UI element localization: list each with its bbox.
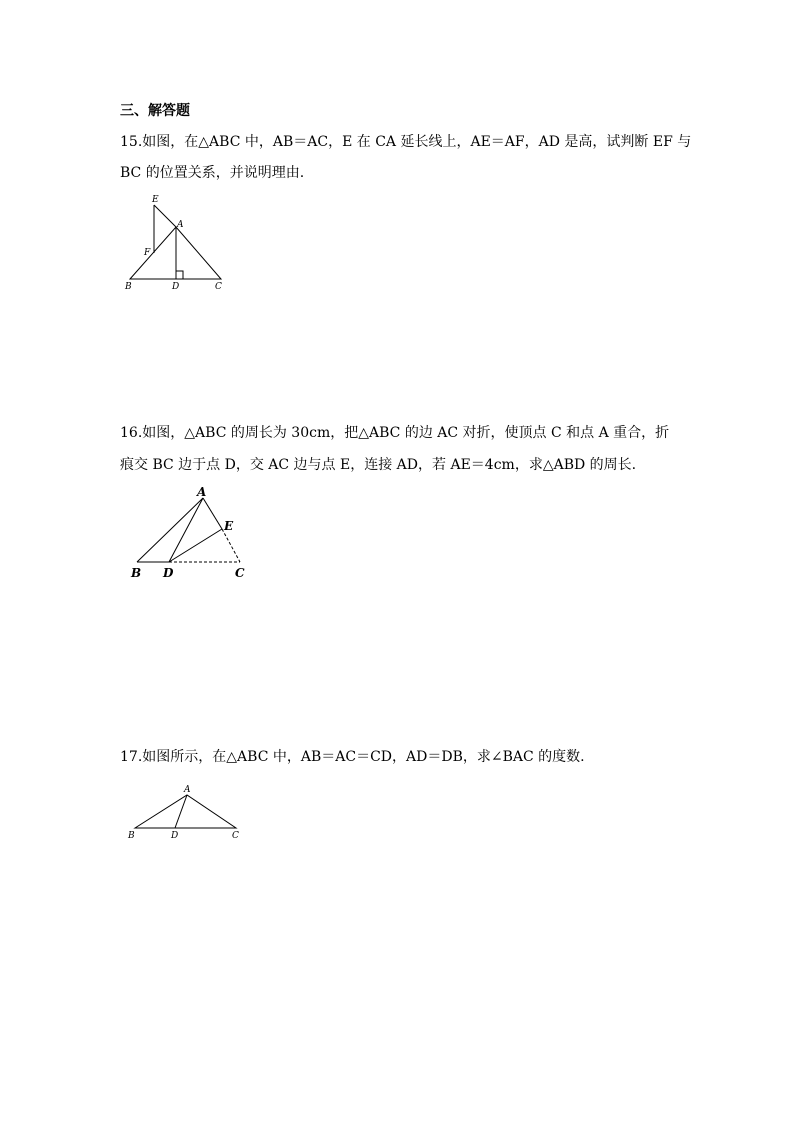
segment-ad: [169, 498, 203, 562]
segment-ea: [154, 205, 176, 227]
right-angle-mark: [176, 271, 183, 279]
label-d: D: [163, 566, 174, 580]
crease-de: [169, 529, 222, 562]
segment-ec: [222, 529, 240, 562]
label-f: F: [144, 248, 151, 258]
question-15-line-1: 15.如图，在△ABC 中，AB＝AC，E 在 CA 延长线上，AE＝AF，AD 是高，试判断 EF 与: [120, 134, 692, 150]
question-16-line-1: 16.如图，△ABC 的周长为 30cm，把△ABC 的边 AC 对折，使顶点 C 和点 A 重合，折: [120, 425, 670, 441]
label-c: C: [215, 282, 222, 292]
label-d: D: [172, 282, 180, 292]
section-title: 三、解答题: [120, 103, 190, 119]
segment-ab: [137, 498, 203, 562]
label-b: B: [125, 282, 132, 292]
label-b: B: [128, 831, 135, 841]
figure-16: [125, 480, 255, 585]
label-c: C: [235, 566, 245, 580]
label-a: A: [197, 485, 207, 499]
question-17-line-1: 17.如图所示，在△ABC 中，AB＝AC＝CD，AD＝DB，求∠BAC 的度数.: [120, 749, 585, 765]
label-e: E: [224, 519, 234, 533]
question-16-line-2: 痕交 BC 边于点 D，交 AC 边与点 E，连接 AD，若 AE＝4cm，求△ABD 的周长.: [120, 457, 637, 473]
segment-ae: [203, 498, 222, 529]
figure-17: [120, 778, 250, 848]
segment-ad: [175, 795, 187, 828]
label-b: B: [131, 566, 142, 580]
question-15-line-2: BC 的位置关系，并说明理由.: [120, 165, 305, 181]
label-c: C: [232, 831, 239, 841]
label-a: A: [177, 220, 184, 230]
label-a: A: [184, 785, 191, 795]
label-e: E: [152, 195, 159, 205]
label-d: D: [171, 831, 179, 841]
figure-15: [118, 190, 238, 295]
